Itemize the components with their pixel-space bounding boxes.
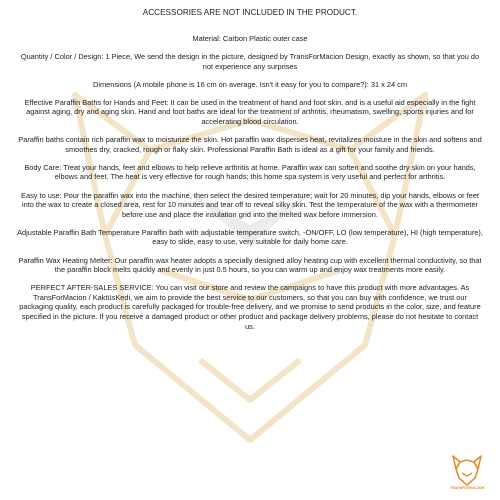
paragraph-body-care: Body Care: Treat your hands, feet and elbows to help relieve arthritis at home. Paraffin wax can soften and soothe dry skin on your hands, elbows and feet. The heat is very effective for rough hands; this home spa system is very useful and perfect for arthritis. xyxy=(24,162,476,182)
paragraph-wax-heating-melter: Paraffin Wax Heating Melter: Our paraffin wax heater adopts a specially designed alloy heating cup with excellent thermal conductivity, so that the paraffin block melts quickly and evenly in just 0.5 hours, so you can warm up and enjoy wax treatments more easily. xyxy=(18,255,482,275)
fox-head-icon xyxy=(447,453,487,487)
paragraph-easy-to-use: Easy to use: Pour the paraffin wax into the machine, then select the desired temperature; wait for 20 minutes, dip your hands, elbows or feet into the wax to create a closed area, rest for 10 minutes and tear off to reveal silky skin. Test the temperature of the wax with a thermometer before use and place the insulation grid into the melted wax before immersion. xyxy=(21,190,479,219)
heading-accessories-notice: ACCESSORIES ARE NOT INCLUDED IN THE PRODUCT. xyxy=(142,8,358,17)
paragraph-dimensions: Dimensions (A mobile phone is 16 cm on average. Isn't it easy for you to compare?): 31 x 24 cm xyxy=(92,79,408,89)
brand-logo xyxy=(447,453,487,495)
paragraph-material: Material: Carbon Plastic outer case xyxy=(192,34,308,43)
product-description xyxy=(16,8,484,340)
brand-logo-text: TRANSFORMACION xyxy=(449,486,485,490)
paragraph-quantity: Quantity / Color / Design: 1 Piece, We send the design in the picture, designed by TransForMacion Design, exactly as shown, so that you do not experience any surprises xyxy=(20,52,480,71)
paragraph-paraffin-baths: Paraffin baths contain rich paraffin wax to moisturize the skin. Hot paraffin wax disperses heat, revitalizes moisture in the skin and softens and smoothes dry, cracked, rough or flaky skin. Professional Paraffin Bath is ideal as a gift for your family and friends. xyxy=(18,135,482,154)
paragraph-after-sales: PERFECT AFTER-SALES SERVICE: You can visit our store and review the campaigns to have this product with more advantages. As TransForMacion / KaktüsKedi, we aim to provide the best service to our customers, so that you can buy with confidence, we trust our packaging quality, each product is carefully packaged for trouble-free delivery, and we promise to send products in the color, size, and feature specified in the picture. If you receive a damaged product or other product and package delivery problems, please do not hesitate to contact us. xyxy=(19,283,481,331)
paragraph-effective-baths: Effective Paraffin Baths for Hands and Feet: It can be used in the treatment of hand and foot skin, and is a useful aid especially in the fight against aging, dry and aging skin. Hand and foot baths are ideal for the treatment of arthritis, rheumatism, swelling, sports injuries and for accelerating blood circulation. xyxy=(24,97,476,127)
paragraph-adjustable-temperature: Adjustable Paraffin Bath Temperature Paraffin bath with adjustable temperature switch, -ON/OFF, LO (low temperature), HI (high temperature), easy to slide, easy to use, very suitable for daily home care. xyxy=(17,227,483,247)
